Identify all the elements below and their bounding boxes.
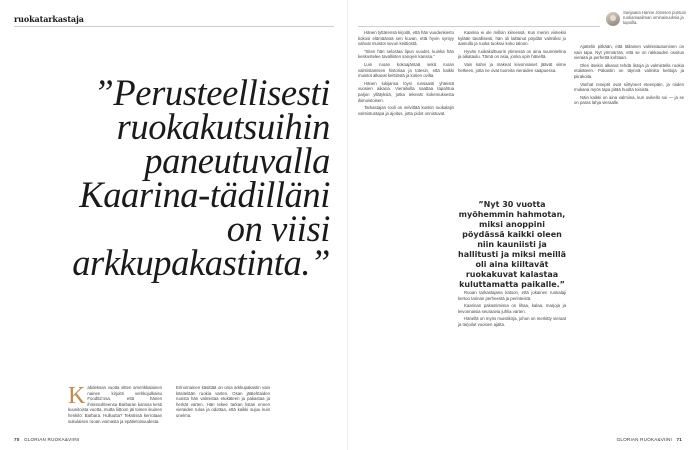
section-divider [14,26,334,27]
right-page-number: 71 [676,437,682,442]
col4b-para: Kaarina ei ole milloin kiireessä. Kun menin viimeksi kylään tavallisesti, hän oli laittanut pöydän valmiiksi jo aamulla ja ruoka tuoksui koko taloon. [458,30,566,47]
left-page-number: 70 [14,437,20,442]
body-column-1 [68,385,162,433]
right-page [348,0,696,450]
col3-para: Hänen lukijansa löysi runsaasti yhteistä vuosien aikana. Vierailuilla saattaa tapahtua paljon yllätyksiä, jotka tekevät kokemuksesta ikimuistoisen. [358,80,454,103]
col5-para: Kaarinan pakastimissa on lihaa, kalaa, marjoja ja leivonnaisia seuraavia juhlia varten. [458,303,566,314]
col3-para: Tarkastajan rooli on selvittää kunkin ruokalajin valmistustapa ja ajoitus, jotta pidot onnistuvat. [358,105,454,116]
left-footer-title: GLORIAN RUOKA&VIINI [24,437,80,442]
body-column-4b [458,290,566,430]
body-column-3 [358,30,454,390]
body-column-4 [458,30,566,190]
drop-cap: K [68,385,86,409]
author-avatar [606,12,620,26]
author-blurb: Sanjaana Hanne Jonsson puntuoi ruokamaailman ominaisuuksia ja tapoilla. [623,10,686,26]
col4b-para: Hyvän ruokakulttuurin ytimessä on aina suunnitelma ja aikataulu. Tämä on asia, jonka opin häneltä. [458,48,566,60]
right-divider [358,26,600,27]
col4-para: ”Siten hän selostaa lipun vuodet, kuinka hän keskustelee tavallisten sanojen kanssa.” [358,48,454,60]
author-box [606,10,690,36]
col5-para: Hänellä on myös muistikirja, johon on merkitty vieraat ja tarjoilut vuosien ajalta. [458,316,566,327]
col5-para: Ruoan tarkastajana katson, että jokainen ruokalaji kertoo tarinan perheestä ja perinteistä. [458,290,566,301]
left-footer [14,437,79,442]
right-footer-title: GLORIAN RUOKA&VIINI [616,437,672,442]
col4-para: Hänen tyttärensä kirjoitti, että hän vuodenkierto kokosi elämäänsä sen kuvan, että hyvin syntyy vahvat muistot suvun keittiöstä. [358,30,454,47]
section-label: ruokatarkastaja [14,14,84,24]
right-footer [617,437,682,442]
body-column-5 [574,44,684,430]
col4b-para: Vain kahvi ja makeat leivonnaiset jäävät viime hetkeen, jotta ne ovat tuoreita vieraiden saapuessa. [458,61,566,73]
headline-quote: ”Perusteellisesti ruokakutsuihin paneutuvalla Kaarina-tädilläni on viisi arkkupakastinta.” [72,72,330,283]
body-column-2 [176,385,270,433]
col5b-para: Olen itsekin alkanut tehdä listoja ja valmistella ruokia etukäteen. Pakastin on täynnä valmiita keittoja ja piirakoita. [574,62,684,79]
col4-para: Luin ruoan kokoajäntaä sekä ruoan valmistamisen historiaa ja totesin, että kaikki muistot alkavat keittiöstä ja kotien ovilta. [358,61,454,79]
col5b-para: Ajattelin pitkään, että tällainen valmistautuminen on vain tapa. Nyt ymmärrän, että se on rakkauden osoitus vieraita ja perhettä kohtaan. [574,44,684,61]
col5b-para: Näin kaikki on aina valmiina, kun ovikello soi — ja se on paras lahja vieraalle. [574,94,684,106]
col2-text: Erinomainen käsittää on oma arkkupakastin vain käsitelään ruokia varten. Osan jäätehtaiden ruoista hän valmistaa etukäteen ja pakastaa ja herkät varten. Hän tekee tarkan listan ennen vieraiden tuloa ja odottaa, että kaikki sujuu kuin unelma. [176,385,270,418]
pull-quote: ”Nyt 30 vuotta myöhemmin hahmotan, miksi anoppini pöydässä kaikki oleen niin kauniisti ja hallitusti ja miksi meillä oli aina kiiltavät ruokakuvat kalastaa kuluttamatta paikalle.” [458,200,566,289]
col5b-para: Vanhat reseptit ovat siirtyneet eteenpäin, ja niiden mukana myös tapa pitää huolta toisista. [574,81,684,93]
col1-text: abdeksan vuotta sitten amerikkalainen nainen kirjoitti verkkojulkaisu Food52:ssa, että hänen ihmissuhteensa Barbaran kanssa kesti kuusitoista vuotta, mutta liittoon jäi toinen ikuinen henkilö: Barbara. Hulluutta? Tekstissä kerrotaan sukulaisen ruoan voimasta ja epätietoisuudesta. [68,385,162,424]
